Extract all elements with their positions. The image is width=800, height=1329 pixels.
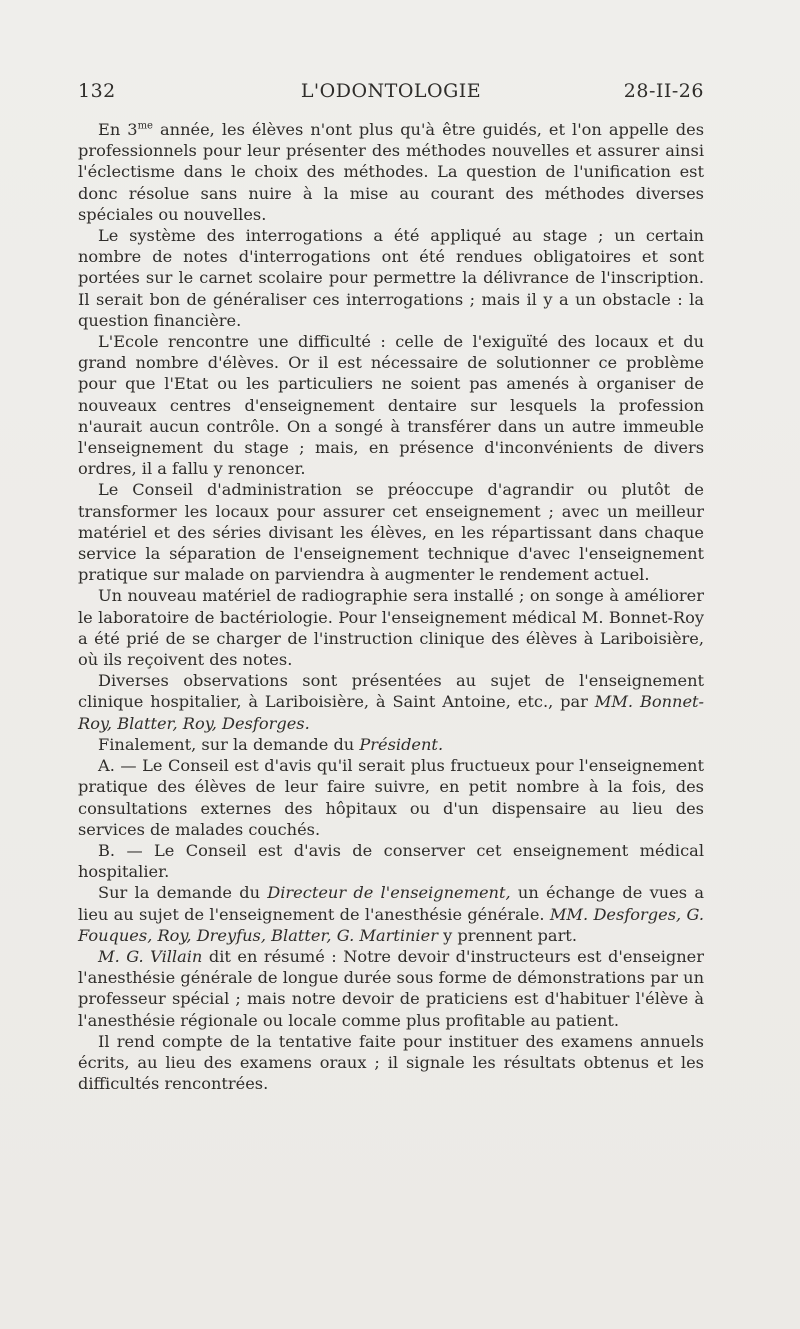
running-header [78, 80, 704, 106]
issue-date: 28-II-26 [623, 80, 704, 102]
paragraph: Le système des interrogations a été appliqué au stage ; un certain nombre de notes d'interrogations ont été rendues obligatoires et sont portées sur le carnet scolaire pour permettre la délivrance de l'inscription. Il serait bon de généraliser ces interrogations ; mais il y a un obstacle : la question financière. [78, 226, 704, 330]
paragraph: B. — Le Conseil est d'avis de conserver cet enseignement médical hospitalier. [78, 840, 704, 882]
paragraph: Le Conseil d'administration se préoccupe d'agrandir ou plutôt de transformer les locaux pour assurer cet enseignement ; avec un meilleur matériel et des séries divisant les élèves, en les répartissant dans chaque service la séparation de l'enseignement technique d'avec l'enseignement pratique sur malade on parviendra à augmenter le rendement actuel. [78, 480, 704, 585]
paragraph: Un nouveau matériel de radiographie sera installé ; on songe à améliorer le laboratoire de bactériologie. Pour l'enseignement médical M. Bonnet-Roy a été prié de se charger de l'instruction clinique des élèves à Lariboisière, où ils reçoivent des notes. [78, 586, 704, 670]
paragraph: Sur la demande du Directeur de l'enseignement, un échange de vues a lieu au sujet de l'enseignement de l'anesthésie générale. MM. Desforges, G. Fouques, Roy, Dreyfus, Blatter, G. Martinier y prennent part. [78, 883, 705, 945]
paragraph: A. — Le Conseil est d'avis qu'il serait plus fructueux pour l'enseignement pratique des élèves de leur faire suivre, en petit nombre à la fois, des consultations externes des hôpitaux ou d'un dispensaire au lieu des services de malades couchés. [78, 756, 704, 839]
article-body [78, 119, 704, 1094]
paragraph: Finalement, sur la demande du Président. [98, 734, 444, 754]
paragraph: M. G. Villain dit en résumé : Notre devoir d'instructeurs est d'enseigner l'anesthésie générale de longue durée sous forme de démonstrations par un professeur spécial ; mais notre devoir de praticiens est d'habituer l'élève à l'anesthésie régionale ou locale comme plus profitable au patient. [78, 946, 705, 1030]
paragraph: Il rend compte de la tentative faite pour instituer des examens annuels écrits, au lieu des examens oraux ; il signale les résultats obtenus et les difficultés rencontrées. [78, 1031, 704, 1094]
page-number: 132 [78, 80, 116, 102]
paragraph: L'Ecole rencontre une difficulté : celle de l'exiguïté des locaux et du grand nombre d'élèves. Or il est nécessaire de solutionner ce problème pour que l'Etat ou les particuliers ne soient pas amenés à organiser de nouveaux centres d'enseignement dentaire sur lesquels la profession n'aurait aucun contrôle. On a songé à transférer dans un autre immeuble l'enseignement du stage ; mais, en présence d'inconvénients de divers ordres, il a fallu y renoncer. [78, 332, 704, 479]
paragraph: Diverses observations sont présentées au sujet de l'enseignement clinique hospitalier, à Lariboisière, à Saint Antoine, etc., par MM. Bonnet-Roy, Blatter, Roy, Desforges. [78, 671, 704, 733]
paragraph: En $3^{me}$ année, les élèves n'ont plus qu'à être guidés, et l'on appelle des professionnels pour leur présenter des méthodes nouvelles et assurer ainsi l'éclectisme dans le choix des méthodes. La question de l'unification est donc résolue sans nuire à la mise au courant des méthodes diverses spéciales ou nouvelles. [78, 120, 705, 224]
journal-title: L'ODONTOLOGIE [300, 80, 482, 102]
